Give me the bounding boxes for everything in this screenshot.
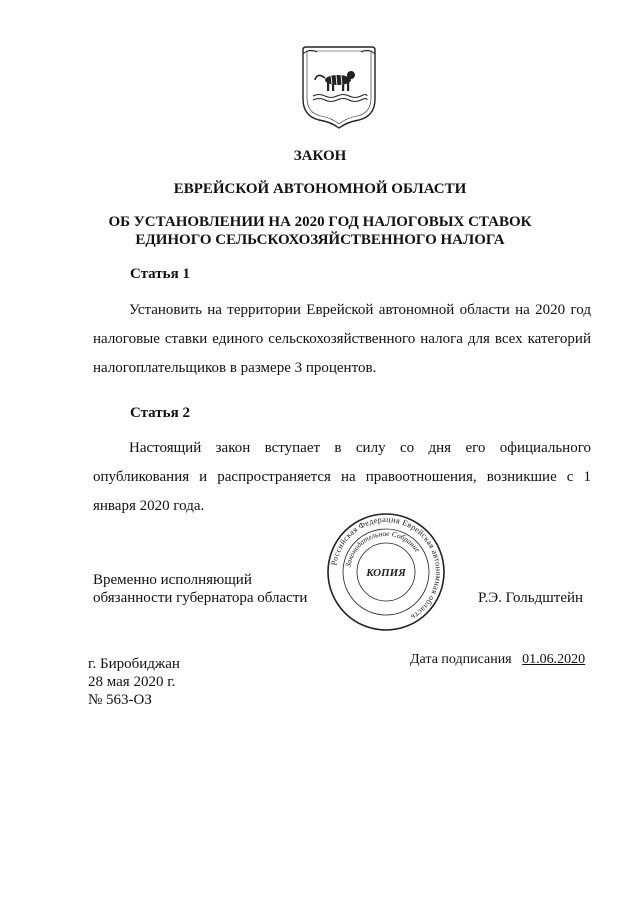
article-2-text: Настоящий закон вступает в силу со дня его официального опубликования и распространяется на правоотношения, возникшие с 1 января 2020 года. <box>93 440 591 514</box>
city-label: г. Биробиджан <box>88 656 180 672</box>
signing-date-label: Дата подписания <box>410 652 512 667</box>
subject-line-1: ОБ УСТАНОВЛЕНИИ НА 2020 ГОД НАЛОГОВЫХ СТАВОК <box>108 214 532 230</box>
official-seal-stamp <box>326 512 446 632</box>
article-2-heading: Статья 2 <box>130 405 190 421</box>
subject-line-2: ЕДИНОГО СЕЛЬСКОХОЗЯЙСТВЕННОГО НАЛОГА <box>135 232 505 248</box>
svg-text:Законодательное Собрание: Законодательное Собрание <box>343 528 423 568</box>
law-date: 28 мая 2020 г. <box>88 674 176 690</box>
signing-date-value: 01.06.2020 <box>522 652 586 667</box>
svg-text:Российская Федерация Еврейская: Российская Федерация Еврейская автономная область <box>329 514 444 622</box>
signatory-name: Р.Э. Гольдштейн <box>478 590 584 606</box>
signatory-position-line-1: Временно исполняющий <box>93 572 252 588</box>
document-title: ЗАКОН <box>293 148 347 164</box>
law-number: № 563-ОЗ <box>88 692 152 708</box>
signatory-position-line-2: обязанности губернатора области <box>93 590 308 606</box>
article-1-heading: Статья 1 <box>130 266 190 282</box>
coat-of-arms-emblem <box>299 44 379 130</box>
signing-date-block <box>410 651 585 669</box>
article-1-text: Установить на территории Еврейской автономной области на 2020 год налоговые ставки единого сельскохозяйственного налога для всех категорий налогоплательщиков в размере 3 процентов. <box>93 302 591 376</box>
region-title: ЕВРЕЙСКОЙ АВТОНОМНОЙ ОБЛАСТИ <box>173 181 467 197</box>
svg-text:КОПИЯ: КОПИЯ <box>366 567 406 579</box>
